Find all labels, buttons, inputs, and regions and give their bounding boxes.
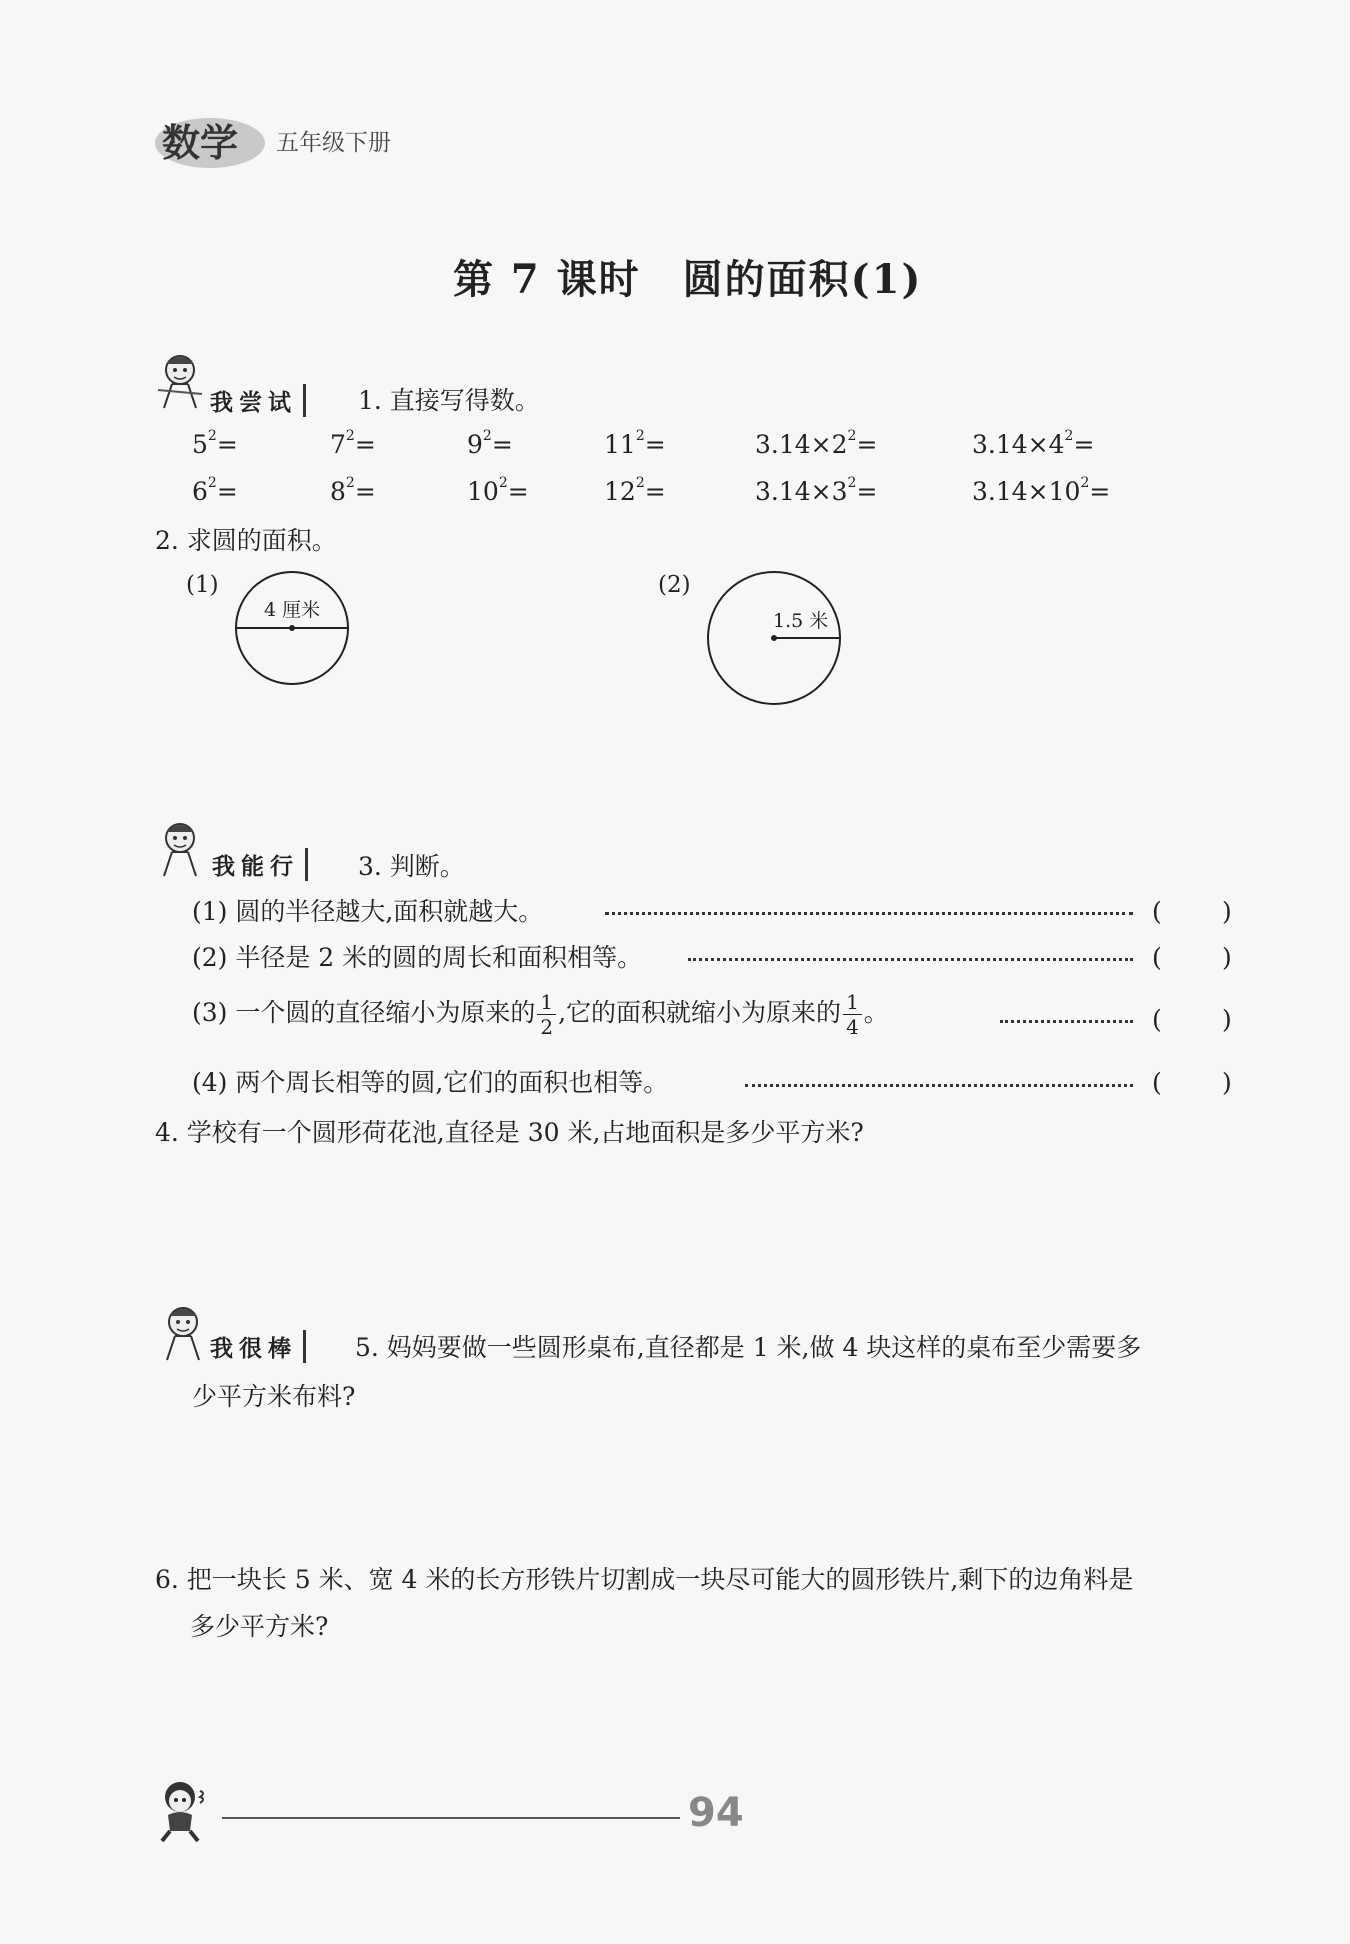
q5-line2: 少平方米布料? (192, 1382, 356, 1411)
footer-rule (222, 1817, 680, 1819)
q1-row2-item: $3.14\times 10^2=$ (972, 475, 1111, 506)
q1-row1-item: $5^2=$ (192, 428, 238, 459)
q3-item-1: (1) 圆的半径越大,面积就越大。 (192, 897, 544, 926)
circle-diameter-figure (232, 568, 352, 688)
q6-line1: 6. 把一块长 5 米、宽 4 米的长方形铁片切割成一块尽可能大的圆形铁片,剩下的边角料是 (155, 1565, 1134, 1594)
q1-row2-item: $12^2=$ (604, 475, 666, 506)
answer-blank-close: ) (1222, 897, 1232, 926)
q1-row1-item: $3.14\times 4^2=$ (972, 428, 1095, 459)
answer-blank-close: ) (1222, 1068, 1232, 1097)
dotted-leader (605, 912, 1133, 915)
q1-row1-item: $9^2=$ (467, 428, 513, 459)
q6-line2: 多少平方米? (190, 1612, 329, 1641)
section-try-label: 我尝试 (210, 384, 306, 417)
q2-fig2-label: (2) (658, 572, 691, 598)
q1-prompt: 1. 直接写得数。 (358, 386, 540, 415)
dotted-leader (745, 1084, 1133, 1087)
q5-line1: 5. 妈妈要做一些圆形桌布,直径都是 1 米,做 4 块这样的桌布至少需要多 (355, 1333, 1142, 1362)
answer-blank-close: ) (1222, 943, 1232, 972)
fraction-half: $\frac{1}{2}$ (537, 992, 556, 1037)
answer-blank-open[interactable]: ( (1152, 897, 1162, 926)
q3-item-2: (2) 半径是 2 米的圆的周长和面积相等。 (192, 943, 643, 972)
q4-answer-area[interactable] (155, 1160, 1235, 1290)
cartoon-girl-icon (150, 350, 210, 412)
q4-text: 4. 学校有一个圆形荷花池,直径是 30 米,占地面积是多少平方米? (155, 1118, 864, 1147)
lesson-title: 第 7 课时 圆的面积(1) (453, 256, 923, 303)
q6-answer-area[interactable] (155, 1655, 1235, 1765)
circle-radius-figure (704, 568, 844, 708)
dotted-leader (688, 958, 1133, 961)
answer-blank-close: ) (1222, 1005, 1232, 1034)
q5-answer-area[interactable] (155, 1425, 1235, 1545)
dotted-leader (1000, 1020, 1133, 1023)
section-great-label: 我很棒 (210, 1330, 306, 1363)
q2-fig1-label: (1) (186, 572, 219, 598)
q1-row2-item: $3.14\times 3^2=$ (755, 475, 878, 506)
section-can-label: 我能行 (212, 848, 308, 881)
q1-row2-item: $6^2=$ (192, 475, 238, 506)
answer-blank-open[interactable]: ( (1152, 1068, 1162, 1097)
answer-blank-open[interactable]: ( (1152, 1005, 1162, 1034)
q2-fig1-measure: 4 厘米 (264, 599, 321, 621)
q3-item-3: (3) 一个圆的直径缩小为原来的 $\frac{1}{2}$ ,它的面积就缩小为原来的 $\frac{1}{4}$ 。 (192, 990, 889, 1039)
q1-row1-item: $11^2=$ (604, 428, 666, 459)
q1-row1-item: $7^2=$ (330, 428, 376, 459)
page-number: 94 (688, 1790, 744, 1836)
q2-prompt: 2. 求圆的面积。 (155, 526, 337, 555)
q1-row1-item: $3.14\times 2^2=$ (755, 428, 878, 459)
q2-fig2-measure: 1.5 米 (773, 610, 829, 632)
cartoon-girl-icon (152, 818, 208, 880)
subject-label: 数学 (162, 121, 239, 165)
q1-row2-item: $8^2=$ (330, 475, 376, 506)
q3-item-4: (4) 两个周长相等的圆,它们的面积也相等。 (192, 1068, 669, 1097)
q1-row2-item: $10^2=$ (467, 475, 529, 506)
answer-blank-open[interactable]: ( (1152, 943, 1162, 972)
grade-label: 五年级下册 (276, 130, 391, 156)
cartoon-girl-icon (155, 1302, 211, 1364)
mascot-icon (150, 1775, 220, 1845)
fraction-quarter: $\frac{1}{4}$ (843, 992, 862, 1037)
q3-prompt: 3. 判断。 (358, 852, 465, 881)
